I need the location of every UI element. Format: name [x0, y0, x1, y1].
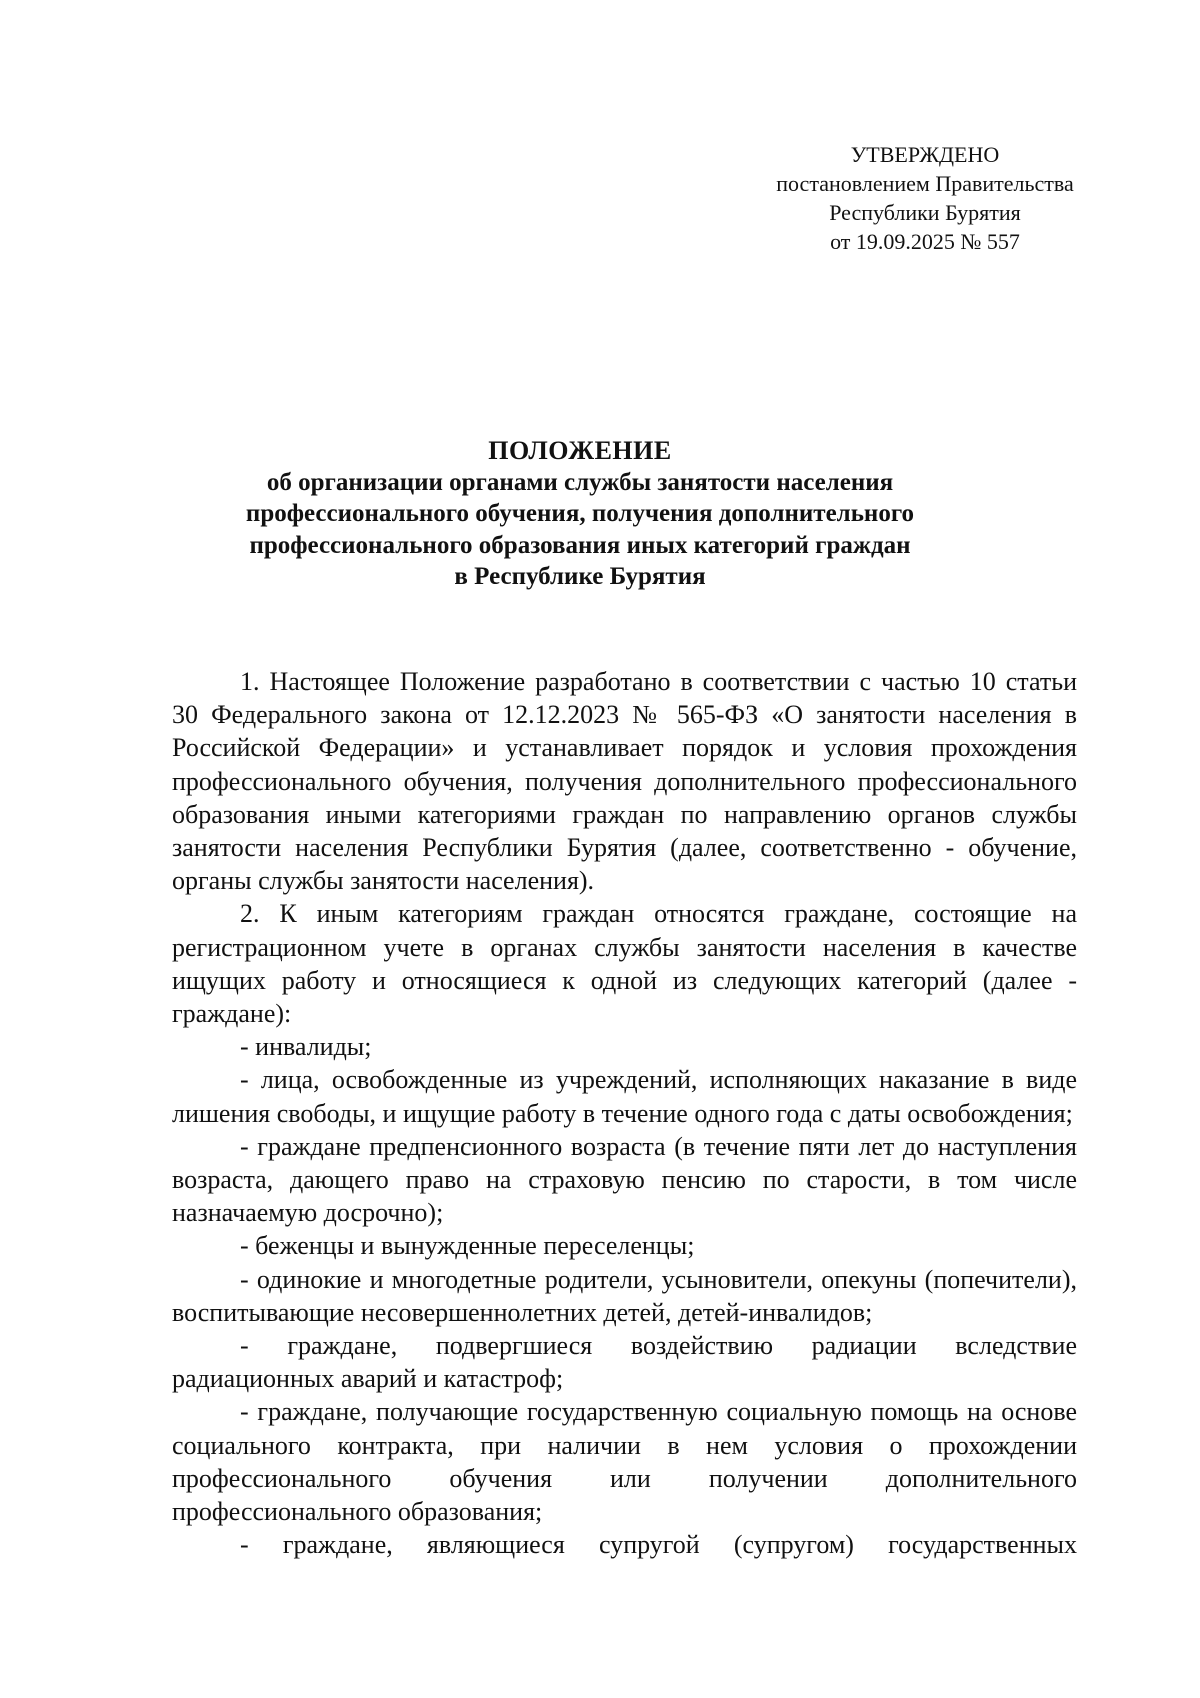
approval-stamp [745, 140, 1105, 256]
approval-region: Республики Бурятия [829, 200, 1021, 225]
list-item: - инвалиды; [240, 1032, 372, 1062]
title-line: в Республике Бурятия [454, 563, 706, 590]
approval-status: УТВЕРЖДЕНО [850, 142, 1000, 167]
list-item: - граждане, подвергшиеся воздействию радиации вследствие радиационных аварий и катастроф; [172, 1331, 1077, 1394]
title-main: ПОЛОЖЕНИЕ [488, 436, 672, 465]
list-item: - граждане, являющиеся супругой (супругом) государственных [240, 1530, 1077, 1560]
approval-date-number: от 19.09.2025 № 557 [830, 229, 1020, 254]
paragraph-2: 2. К иным категориям граждан относятся граждане, состоящие на регистрационном учете в органах службы занятости населения в качестве ищущих работу и относящиеся к одной из следующих категорий (далее - граждане): [172, 899, 1077, 1029]
title-line: профессионального обучения, получения дополнительного [245, 500, 915, 527]
list-item: - граждане, получающие государственную социальную помощь на основе социального контракта, при наличии в нем условия о прохождении профессионального обучения или получении дополнительного профессионального образования; [172, 1397, 1077, 1527]
approval-authority: постановлением Правительства [776, 171, 1074, 196]
title-line: об организации органами службы занятости населения [266, 468, 894, 496]
list-item: - лица, освобожденные из учреждений, исполняющих наказание в виде лишения свободы, и ищущие работу в течение одного года с даты освобождения; [172, 1065, 1077, 1128]
title-line: профессионального образования иных категорий граждан [249, 531, 911, 559]
document-title [170, 435, 990, 593]
paragraph-1: 1. Настоящее Положение разработано в соответствии с частью 10 статьи 30 Федерального закона от 12.12.2023 № 565-ФЗ «О занятости населения в Российской Федерации» и устанавливает порядок и условия прохождения профессионального обучения, получения дополнительного профессионального образования иными категориями граждан по направлению органов службы занятости населения Республики Бурятия (далее, соответственно - обучение, органы службы занятости населения). [172, 667, 1077, 896]
list-item: - беженцы и вынужденные переселенцы; [240, 1231, 695, 1261]
document-body [172, 665, 1077, 1561]
list-item: - граждане предпенсионного возраста (в течение пяти лет до наступления возраста, дающего право на страховую пенсию по старости, в том числе назначаемую досрочно); [172, 1131, 1077, 1228]
list-item: - одинокие и многодетные родители, усыновители, опекуны (попечители), воспитывающие несовершеннолетних детей, детей-инвалидов; [172, 1264, 1077, 1327]
